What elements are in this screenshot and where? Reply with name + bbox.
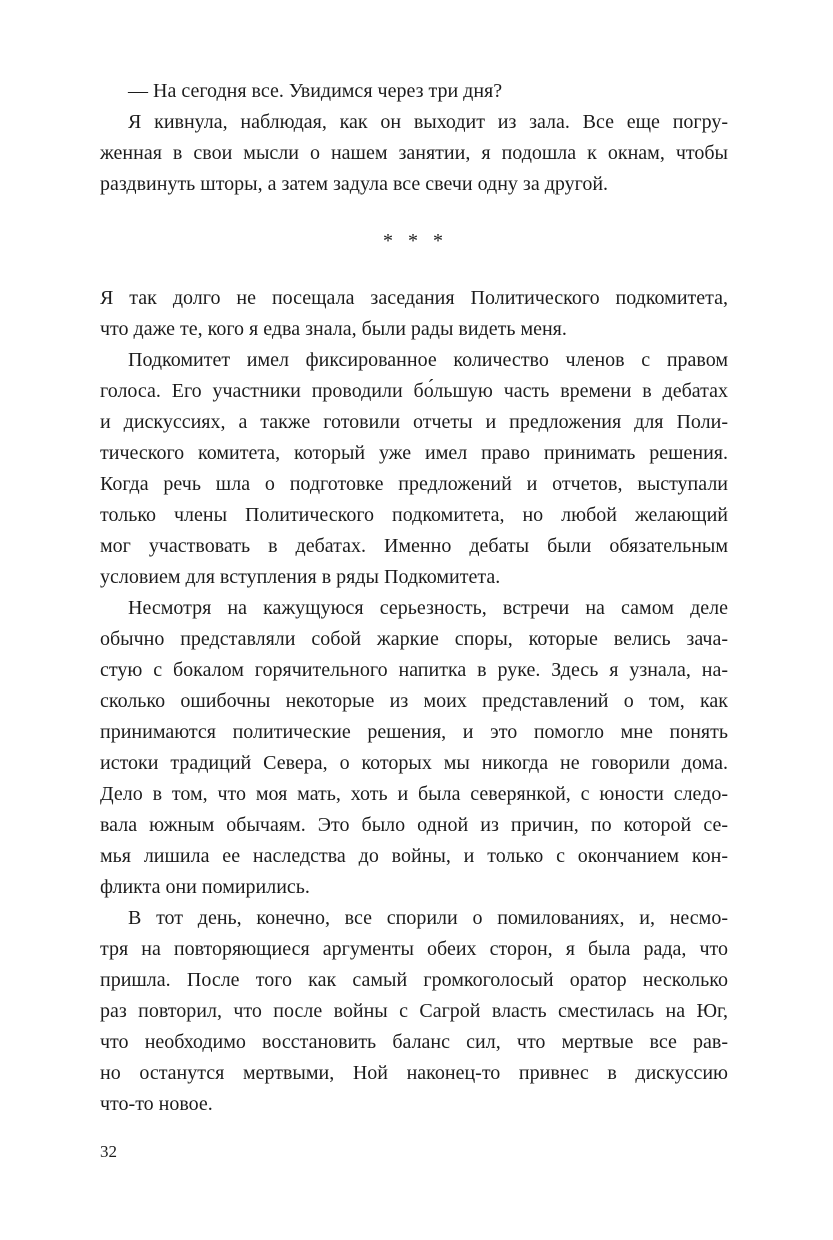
text-line: Подкомитет имел фиксированное количество членов с правом: [128, 349, 728, 371]
paragraph: [100, 283, 728, 345]
text-line: что-то новое.: [100, 1093, 213, 1115]
text-line: мог участвовать в дебатах. Именно дебаты были обязательным: [100, 535, 728, 557]
text-line: Дело в том, что моя мать, хоть и была северянкой, с юности следо-: [100, 783, 728, 805]
text-line: стую с бокалом горячительного напитка в руке. Здесь я узнала, на-: [100, 659, 728, 681]
paragraph: [100, 107, 728, 200]
text-line: истоки традиций Севера, о которых мы никогда не говорили дома.: [100, 752, 728, 774]
text-line: раздвинуть шторы, а затем задула все свечи одну за другой.: [100, 173, 609, 195]
text-line: но останутся мертвыми, Ной наконец-то привнес в дискуссию: [100, 1062, 728, 1084]
text-line: сколько ошибочны некоторые из моих представлений о том, как: [100, 690, 728, 712]
text-line: В тот день, конечно, все спорили о помилованиях, и, несмо-: [128, 907, 728, 929]
text-line: раз повторил, что после войны с Сагрой власть сместилась на Юг,: [100, 1000, 728, 1022]
text-line: Несмотря на кажущуюся серьезность, встречи на самом деле: [128, 597, 728, 619]
text-line: фликта они помирились.: [100, 876, 310, 898]
paragraph: [100, 593, 728, 903]
text-block: [100, 76, 728, 1120]
text-line: Когда речь шла о подготовке предложений и отчетов, выступали: [100, 473, 728, 495]
text-line: принимаются политические решения, и это помогло мне понять: [100, 721, 728, 743]
text-line: вала южным обычаям. Это было одной из причин, по которой се-: [100, 814, 728, 836]
text-line: тического комитета, который уже имел право принимать решения.: [100, 442, 728, 464]
page-number: 32: [100, 1142, 117, 1161]
paragraph: [100, 903, 728, 1120]
text-line: только члены Политического подкомитета, но любой желающий: [100, 504, 728, 526]
text-line: Я кивнула, наблюдая, как он выходит из зала. Все еще погру-: [128, 111, 728, 133]
text-line: пришла. После того как самый громкоголосый оратор несколько: [100, 969, 728, 991]
text-line: обычно представляли собой жаркие споры, которые велись зача-: [100, 628, 728, 650]
text-line: Я так долго не посещала заседания Политического подкомитета,: [100, 287, 728, 309]
text-line: что даже те, кого я едва знала, были рады видеть меня.: [100, 318, 567, 340]
text-line: мья лишила ее наследства до войны, и только с окончанием кон-: [100, 845, 728, 867]
text-line: женная в свои мысли о нашем занятии, я подошла к окнам, чтобы: [100, 142, 728, 164]
text-line: тря на повторяющиеся аргументы обеих сторон, я была рада, что: [100, 938, 728, 960]
paragraph: [100, 345, 728, 593]
text-line: условием для вступления в ряды Подкомитета.: [100, 566, 501, 588]
text-line: голоса. Его участники проводили бо́льшую часть времени в дебатах: [100, 380, 728, 402]
text-line: — На сегодня все. Увидимся через три дня?: [128, 80, 503, 102]
text-line: что необходимо восстановить баланс сил, что мертвые все рав-: [100, 1031, 728, 1053]
section-separator: * * *: [383, 230, 445, 252]
text-line: и дискуссиях, а также готовили отчеты и предложения для Поли-: [100, 411, 728, 433]
paragraph-dialogue: [100, 76, 728, 107]
